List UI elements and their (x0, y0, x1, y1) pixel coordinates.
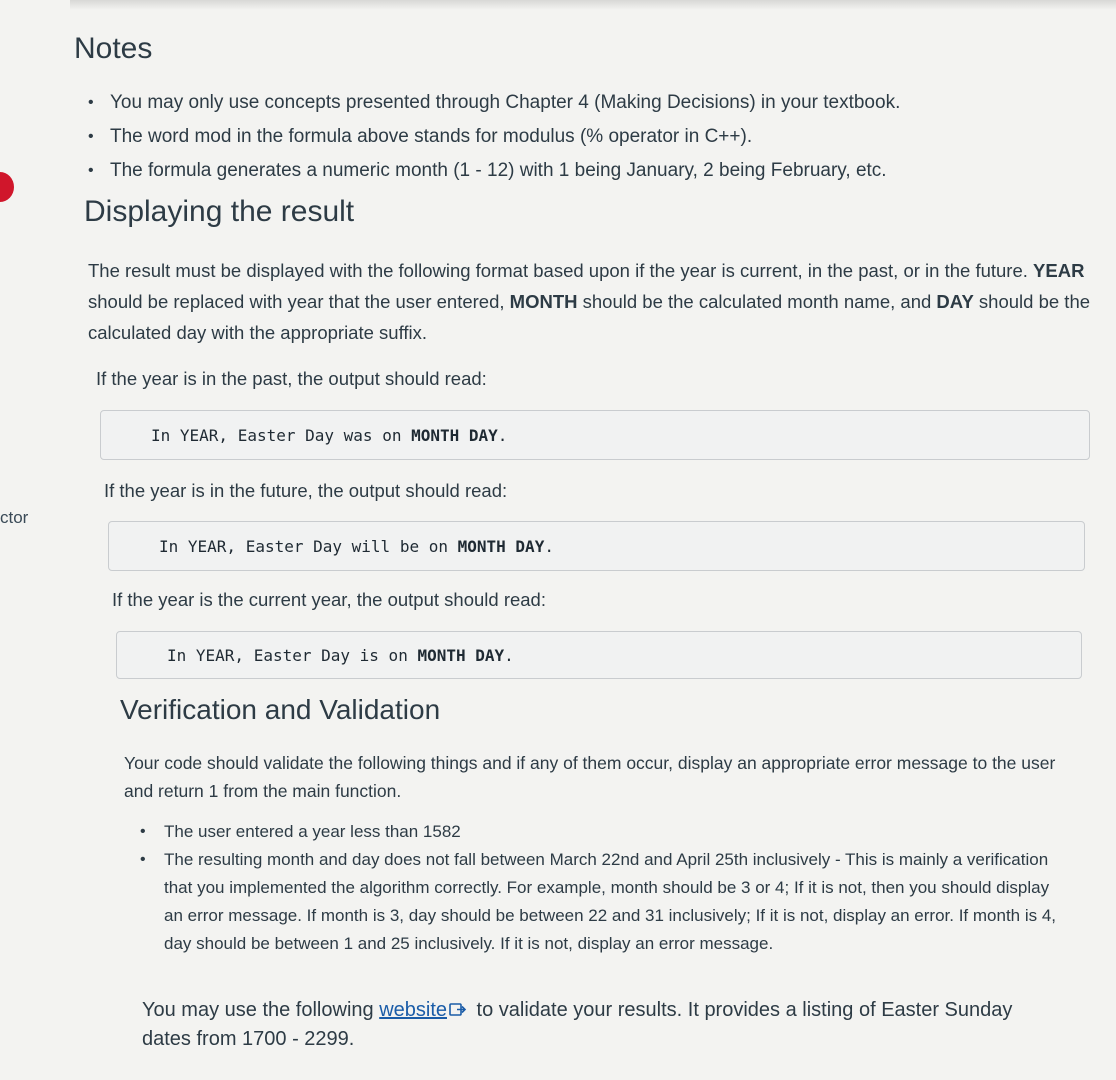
external-link-icon[interactable] (449, 997, 467, 1012)
para-text: The result must be displayed with the following format based upon if the year is current, in the past, or in the future. (88, 260, 1034, 281)
display-format-paragraph (88, 255, 1103, 348)
notes-list-item: • The formula generates a numeric month (1 - 12) with 1 being January, 2 being February, etc. (88, 154, 1088, 188)
para-text: to validate your results. It provides a listing of Easter Sunday dates from 1700 - 2299. (142, 999, 1013, 1050)
code-bold: MONTH DAY (457, 537, 545, 556)
code-text: In YEAR, Easter Day is on (167, 646, 418, 665)
notes-list-item: • You may only use concepts presented through Chapter 4 (Making Decisions) in your textbook. (88, 86, 1088, 120)
para-text: should be replaced with year that the user entered, (88, 291, 510, 312)
code-text: . (504, 646, 514, 665)
para-text: You may use the following (142, 999, 380, 1021)
past-output-code (100, 410, 1090, 460)
sidebar-cut-label[interactable]: ctor (0, 508, 29, 527)
website-paragraph (142, 996, 1042, 1054)
code-text: . (544, 537, 554, 556)
bold-month: MONTH (509, 291, 578, 312)
notes-heading: Notes (74, 32, 153, 65)
verification-list (140, 818, 1070, 958)
code-text: . (497, 426, 508, 445)
notes-list (88, 86, 1088, 188)
code-bold: MONTH DAY (411, 426, 498, 445)
code-text: In YEAR, Easter Day will be on (159, 537, 458, 556)
future-output-code (108, 521, 1085, 571)
past-year-lead: If the year is in the past, the output should read: (96, 368, 487, 389)
verification-list-item: • The resulting month and day does not fall between March 22nd and April 25th inclusively - This is mainly a verification that you implemented the algorithm correctly. For example, month should be 3 or 4; If it is not, then you should display an error message. If month is 3, day should be between 22 and 31 inclusively; If it is not, display an error. If month is 4, day should be between 1 and 25 inclusively. If it is not, display an error message. (140, 846, 1070, 958)
verification-heading: Verification and Validation (120, 694, 441, 725)
code-text: In YEAR, Easter Day was on (151, 426, 412, 445)
para-text: should be the calculated day with the appropriate suffix. (88, 291, 1091, 343)
para-text: should be the calculated month name, and (577, 291, 937, 312)
future-year-lead: If the year is in the future, the output should read: (104, 480, 508, 501)
verification-paragraph: Your code should validate the following things and if any of them occur, display an appropriate error message to the user and return 1 from the main function. (124, 753, 1056, 801)
bold-year: YEAR (1033, 260, 1085, 281)
displaying-result-heading: Displaying the result (84, 195, 355, 228)
current-output-code (116, 631, 1082, 679)
website-link[interactable]: website (379, 999, 447, 1021)
code-bold: MONTH DAY (417, 646, 505, 665)
bold-day: DAY (936, 291, 974, 312)
current-year-lead: If the year is the current year, the output should read: (112, 589, 546, 610)
notes-list-item: • The word mod in the formula above stands for modulus (% operator in C++). (88, 120, 1088, 154)
verification-list-item: • The user entered a year less than 1582 (140, 818, 1070, 846)
